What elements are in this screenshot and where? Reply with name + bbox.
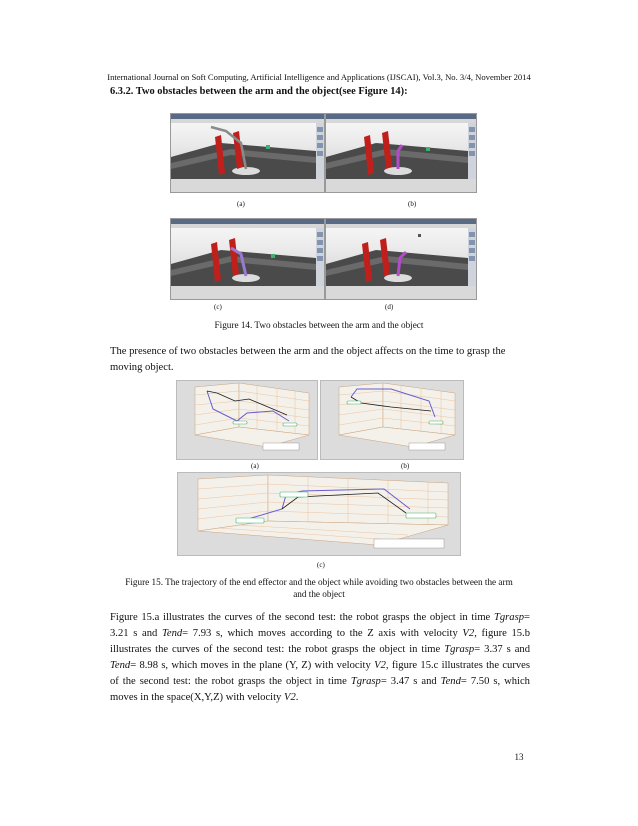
plot-legend	[374, 539, 444, 548]
fig14-label-b: (b)	[408, 200, 417, 208]
fig15-label-a: (a)	[251, 462, 259, 470]
fig14-label-d: (d)	[385, 303, 394, 311]
sim-toolbar	[316, 123, 324, 179]
sim-viewport	[326, 123, 468, 179]
paragraph-1: The presence of two obstacles between the arm and the object affects on the time to grasp the moving object.	[110, 346, 506, 373]
sim-statusbar	[171, 286, 324, 299]
sim-toolbar	[316, 228, 324, 286]
sim-viewport	[171, 123, 316, 179]
sim-screenshot-c	[170, 218, 325, 300]
sim-viewport	[171, 228, 316, 286]
section-title: 6.3.2. Two obstacles between the arm and the object(see Figure 14):	[110, 86, 408, 97]
sim-toolbar	[468, 228, 476, 286]
robot-scene	[326, 123, 468, 179]
plot-a-graphic	[177, 381, 317, 459]
fig15-label-c: (c)	[317, 561, 325, 569]
fig14-label-a: (a)	[237, 200, 245, 208]
sim-toolbar	[468, 123, 476, 179]
target-object	[426, 147, 430, 151]
figure-15-caption-line2: and the object	[293, 589, 345, 599]
trajectory-plot-c	[177, 472, 461, 556]
sim-statusbar	[326, 179, 476, 192]
plot-legend	[263, 443, 299, 450]
robot-scene	[171, 123, 316, 179]
target-object	[266, 145, 270, 149]
journal-header: International Journal on Soft Computing, Artificial Intelligence and Applications (IJSCAI), Vol.3, No. 3/4, November 2014	[107, 72, 531, 82]
sim-statusbar	[326, 286, 476, 299]
plot-legend	[409, 443, 445, 450]
sim-screenshot-a	[170, 113, 325, 193]
robot-scene	[326, 228, 468, 286]
figure-14-caption: Figure 14. Two obstacles between the arm and the object	[214, 320, 424, 330]
paragraph-2: Figure 15.a illustrates the curves of the second test: the robot grasps the object in time Tgrasp= 3.21 s and Tend= 7.93 s, which moves according to the Z axis with velocity V2, figure 15.b illustrates the curves of the second test: the robot grasps the object in time Tgrasp= 3.37 s and Tend= 8.98 s, which moves in the plane (Y, Z) with velocity V2, figure 15.c illustrates the curves of the second test: the robot grasps the object in time Tgrasp= 3.47 s and Tend= 7.50 s, which moves in the space(X,Y,Z) with velocity V2.	[110, 612, 530, 703]
trajectory-plot-a	[176, 380, 318, 460]
target-object	[271, 254, 275, 258]
target-object	[418, 234, 421, 237]
fig14-label-c: (c)	[214, 303, 222, 311]
figure-15-caption-line1: Figure 15. The trajectory of the end effector and the object while avoiding two obstacles between the arm	[125, 577, 513, 587]
sim-screenshot-d	[325, 218, 477, 300]
sim-statusbar	[171, 179, 324, 192]
plot-b-graphic	[321, 381, 463, 459]
sim-viewport	[326, 228, 468, 286]
plot-c-graphic	[178, 473, 460, 555]
trajectory-plot-b	[320, 380, 464, 460]
robot-scene	[171, 228, 316, 286]
sim-screenshot-b	[325, 113, 477, 193]
fig15-label-b: (b)	[401, 462, 410, 470]
page-number: 13	[514, 752, 524, 762]
